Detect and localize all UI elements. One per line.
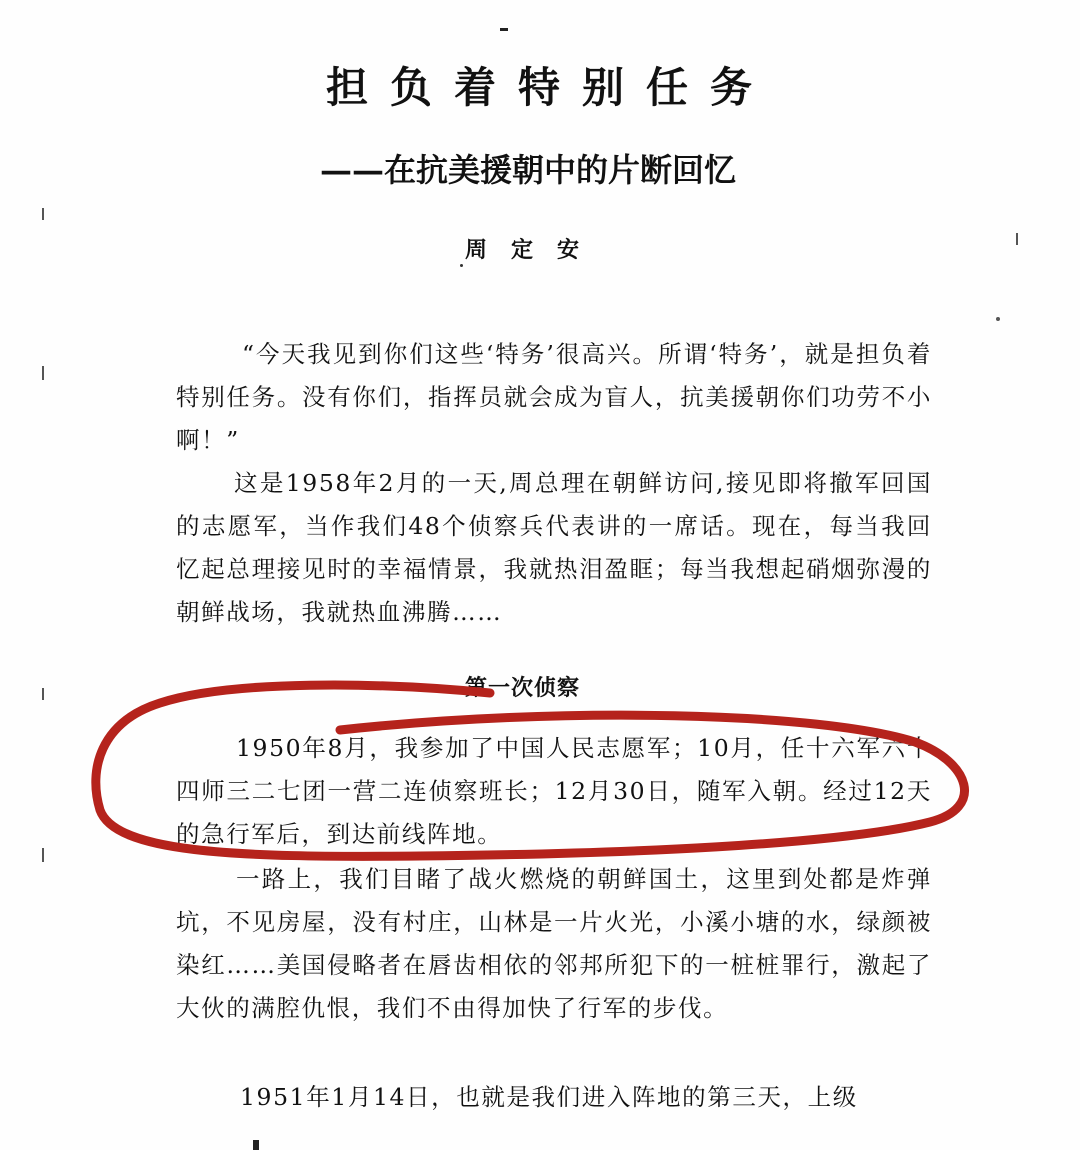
scan-speck (253, 1140, 259, 1150)
paragraph-context: 这是1958年2月的一天,周总理在朝鲜访问,接见即将撤军回国的志愿军，当作我们48个侦察兵代表讲的一席话。现在，每当我回忆起总理接见时的幸福情景，我就热泪盈眶；每当我想起硝烟弥漫的朝鲜战场，我就热血沸腾…… (176, 469, 932, 626)
section-heading: 第一次侦察 (465, 675, 581, 701)
scan-speck (42, 848, 44, 862)
article-subtitle: ——在抗美援朝中的片断回忆 (320, 151, 737, 189)
paragraph-quote: “今天我见到你们这些‘特务’很高兴。所谓‘特务’，就是担负着特别任务。没有你们，指挥员就会成为盲人，抗美援朝你们功劳不小啊！” (176, 340, 932, 454)
scan-speck (460, 264, 463, 267)
paragraph-date-line: 1951年1月14日，也就是我们进入阵地的第三天，上级 (240, 1083, 858, 1111)
paragraph-first-recon: 1950年8月，我参加了中国人民志愿军；10月，任十六军六十四师三二七团一营二连侦察班长；12月30日，随军入朝。经过12天的急行军后，到达前线阵地。 (176, 734, 932, 848)
scan-speck (42, 366, 44, 380)
scan-speck (1016, 233, 1018, 245)
scan-speck (996, 317, 1000, 321)
paragraph-march: 一路上，我们目睹了战火燃烧的朝鲜国土，这里到处都是炸弹坑，不见房屋，没有村庄，山林是一片火光，小溪小塘的水，绿颜被染红……美国侵略者在唇齿相依的邻邦所犯下的一桩桩罪行，激起了大伙的满腔仇恨，我们不由得加快了行军的步伐。 (176, 865, 932, 1022)
scan-speck (42, 208, 44, 220)
scan-speck (500, 28, 508, 31)
article-title: 担负着特别任务 (325, 63, 774, 112)
scan-speck (42, 688, 44, 700)
author-name: 周定安 (465, 237, 604, 263)
